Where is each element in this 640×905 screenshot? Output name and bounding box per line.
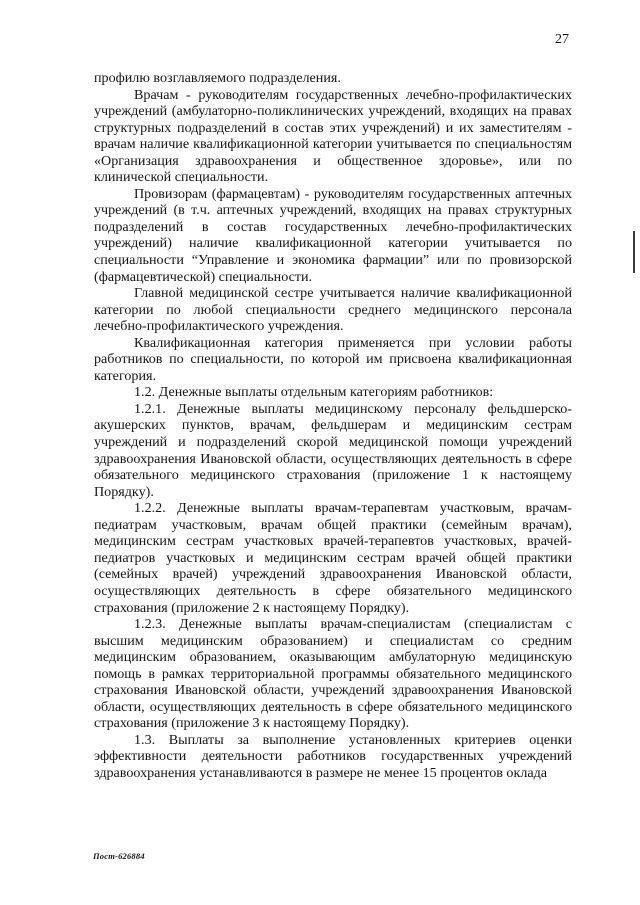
section-1-3: 1.3. Выплаты за выполнение установленных критериев оценки эффективности деятельности работников государственных учреждений здравоохранения устанавливаются в размере не менее 15 процентов оклада — [94, 731, 572, 781]
section-1-2-1: 1.2.1. Денежные выплаты медицинскому персоналу фельдшерско-акушерских пунктов, врачам, фельдшерам и медицинским сестрам учреждений и подразделений скорой медицинской помощи учреждений здравоохранения Ивановской области, осуществляющих деятельность в сфере обязательного медицинского страхования (приложение 1 к настоящему Порядку). — [94, 400, 572, 500]
paragraph-category-condition: Квалификационная категория применяется при условии работы работников по специальности, по которой им присвоена квалификационная категория. — [94, 334, 572, 384]
footer-document-code: Пост-626884 — [93, 851, 145, 861]
section-1-2-heading: 1.2. Денежные выплаты отдельным категориям работников: — [134, 384, 494, 401]
page-number: 27 — [555, 32, 569, 47]
section-1-2-2: 1.2.2. Денежные выплаты врачам-терапевтам участковым, врачам-педиатрам участковым, врачам общей практики (семейным врачам), медицинским сестрам участковых врачей-терапевтов участковых, врачей-педиатров участковых и медицинским сестрам врачей общей практики (семейных врачей) учреждений здравоохранения Ивановской области, осуществляющих деятельность в сфере обязательного медицинского страхования (приложение 2 к настоящему Порядку). — [94, 500, 572, 616]
paragraph-continuation: профилю возглавляемого подразделения. — [94, 70, 341, 86]
document-body — [94, 70, 572, 782]
paragraph-pharmacists: Провизорам (фармацевтам) - руководителям государственных аптечных учреждений (в т.ч. аптечных учреждений, входящих на правах структурных подразделений в состав государственных лечебно-профилактических учреждений) наличие квалификационной категории учитывается по специальности “Управление и экономика фармации” или по провизорской (фармацевтической) специальности. — [94, 185, 572, 285]
paragraph-head-nurse: Главной медицинской сестре учитывается наличие квалификационной категории по любой специальности среднего медицинского персонала лечебно-профилактического учреждения. — [94, 285, 572, 335]
section-1-2-3: 1.2.3. Денежные выплаты врачам-специалистам (специалистам с высшим медицинским образованием) и специалистам со средним медицинским образованием, оказывающим амбулаторную медицинскую помощь в рамках территориальной программы обязательного медицинского страхования Ивановской области, учреждений здравоохранения Ивановской области, осуществляющих деятельность в сфере обязательного медицинского страхования (приложение 3 к настоящему Порядку). — [94, 616, 572, 732]
paragraph-physician-heads: Врачам - руководителям государственных лечебно-профилактических учреждений (амбулаторно-поликлинических учреждений, входящих на правах структурных подразделений в состав этих учреждений) и их заместителям - врачам наличие квалификационной категории учитывается по специальностям «Организация здравоохранения и общественное здоровье», или по клинической специальности. — [94, 86, 572, 186]
scan-edge-mark — [633, 231, 635, 273]
